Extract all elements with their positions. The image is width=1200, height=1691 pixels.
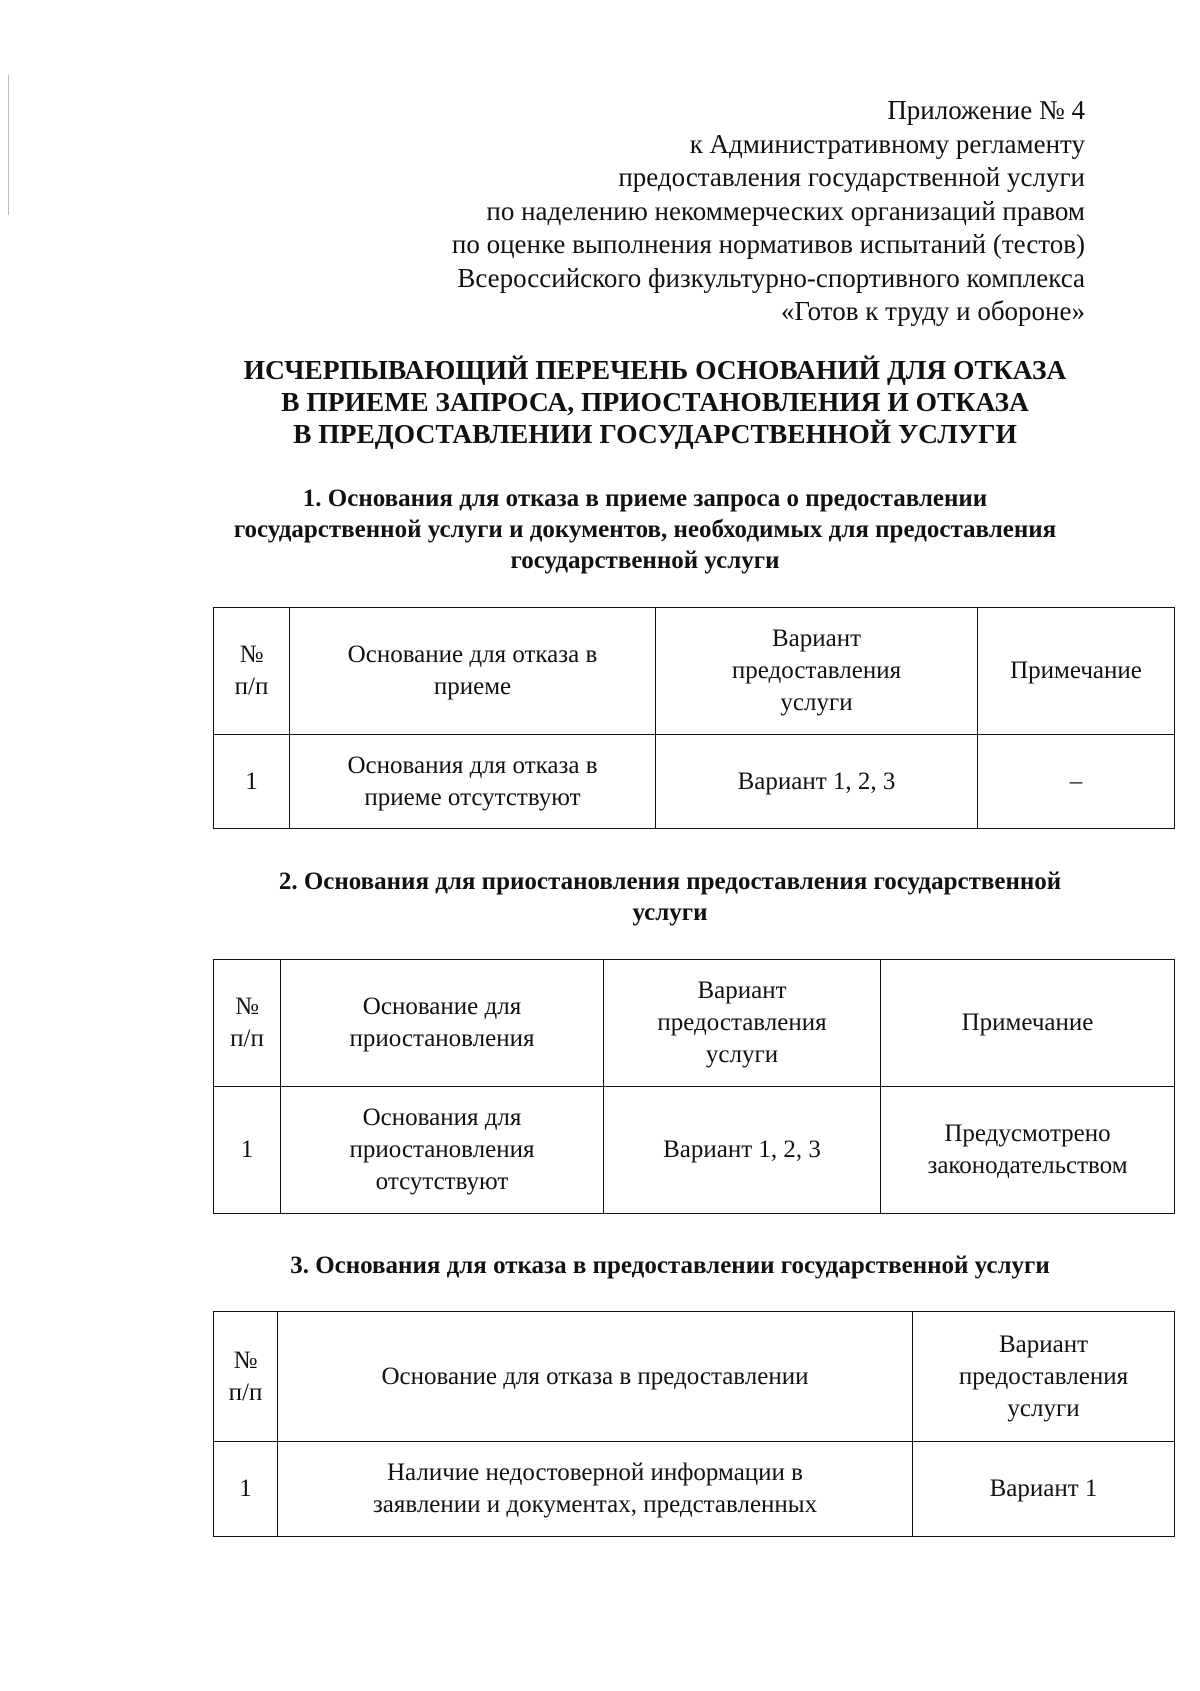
header-cell-variant: Вариант предоставления услуги: [604, 960, 881, 1087]
table-row: [214, 1087, 1175, 1214]
cell-variant: Вариант 1: [913, 1442, 1175, 1537]
section-heading-line: услуги: [632, 899, 708, 926]
title-line: ИСЧЕРПЫВАЮЩИЙ ПЕРЕЧЕНЬ ОСНОВАНИЙ ДЛЯ ОТКАЗА: [243, 354, 1067, 385]
header-cell-basis: Основание для приостановления: [281, 960, 604, 1087]
cell-number: 1: [214, 1087, 281, 1214]
section-heading-line: государственной услуги: [510, 547, 780, 574]
cell-note: –: [978, 735, 1175, 829]
appendix-line: к Административному регламенту: [689, 128, 1085, 159]
table-header-row: [214, 1312, 1175, 1442]
header-cell-basis: Основание для отказа в предоставлении: [278, 1312, 913, 1442]
table-row: [214, 1442, 1175, 1537]
section-2-heading: [215, 866, 1125, 928]
header-cell-number: № п/п: [214, 960, 281, 1087]
cell-number: 1: [214, 735, 290, 829]
title-line: В ПРЕДОСТАВЛЕНИИ ГОСУДАРСТВЕННОЙ УСЛУГИ: [293, 418, 1017, 449]
section-3-heading: [215, 1250, 1125, 1281]
cell-variant: Вариант 1, 2, 3: [604, 1087, 881, 1214]
table-header-row: [214, 960, 1175, 1087]
table-header-row: [214, 608, 1175, 735]
appendix-line: Всероссийского физкультурно-спортивного комплекса: [457, 262, 1085, 293]
header-cell-number: № п/п: [214, 1312, 278, 1442]
section-1-table: [213, 607, 1175, 829]
appendix-note: [325, 94, 1085, 329]
appendix-line: «Готов к труду и обороне»: [780, 296, 1085, 326]
section-3-table: [213, 1311, 1175, 1537]
header-cell-variant: Вариант предоставления услуги: [913, 1312, 1175, 1442]
header-cell-note: Примечание: [978, 608, 1175, 735]
table-row: [214, 735, 1175, 829]
appendix-line: предоставления государственной услуги: [618, 162, 1085, 192]
scan-edge-mark: [8, 75, 9, 215]
title-line: В ПРИЕМЕ ЗАПРОСА, ПРИОСТАНОВЛЕНИЯ И ОТКАЗА: [281, 386, 1029, 417]
cell-basis: Основания для отказа в приеме отсутствуют: [290, 735, 656, 829]
cell-basis: Основания для приостановления отсутствуют: [281, 1087, 604, 1214]
header-cell-variant: Вариант предоставления услуги: [656, 608, 978, 735]
appendix-line: по оценке выполнения нормативов испытаний (тестов): [451, 229, 1085, 259]
section-1-heading: [195, 483, 1095, 576]
appendix-line: по наделению некоммерческих организаций правом: [486, 195, 1085, 226]
header-cell-number: № п/п: [214, 608, 290, 735]
section-heading-line: 1. Основания для отказа в приеме запроса о предоставлении: [302, 485, 988, 512]
section-heading-line: государственной услуги и документов, необходимых для предоставления: [233, 516, 1057, 543]
cell-basis: Наличие недостоверной информации в заявлении и документах, представленных: [278, 1442, 913, 1537]
appendix-line: Приложение № 4: [887, 95, 1085, 125]
cell-variant: Вариант 1, 2, 3: [656, 735, 978, 829]
document-title: [215, 354, 1095, 450]
section-heading-line: 3. Основания для отказа в предоставлении государственной услуги: [290, 1252, 1050, 1279]
header-cell-basis: Основание для отказа в приеме: [290, 608, 656, 735]
cell-number: 1: [214, 1442, 278, 1537]
header-cell-note: Примечание: [881, 960, 1175, 1087]
section-heading-line: 2. Основания для приостановления предоставления государственной: [278, 868, 1062, 895]
section-2-table: [213, 959, 1175, 1214]
cell-note: Предусмотрено законодательством: [881, 1087, 1175, 1214]
